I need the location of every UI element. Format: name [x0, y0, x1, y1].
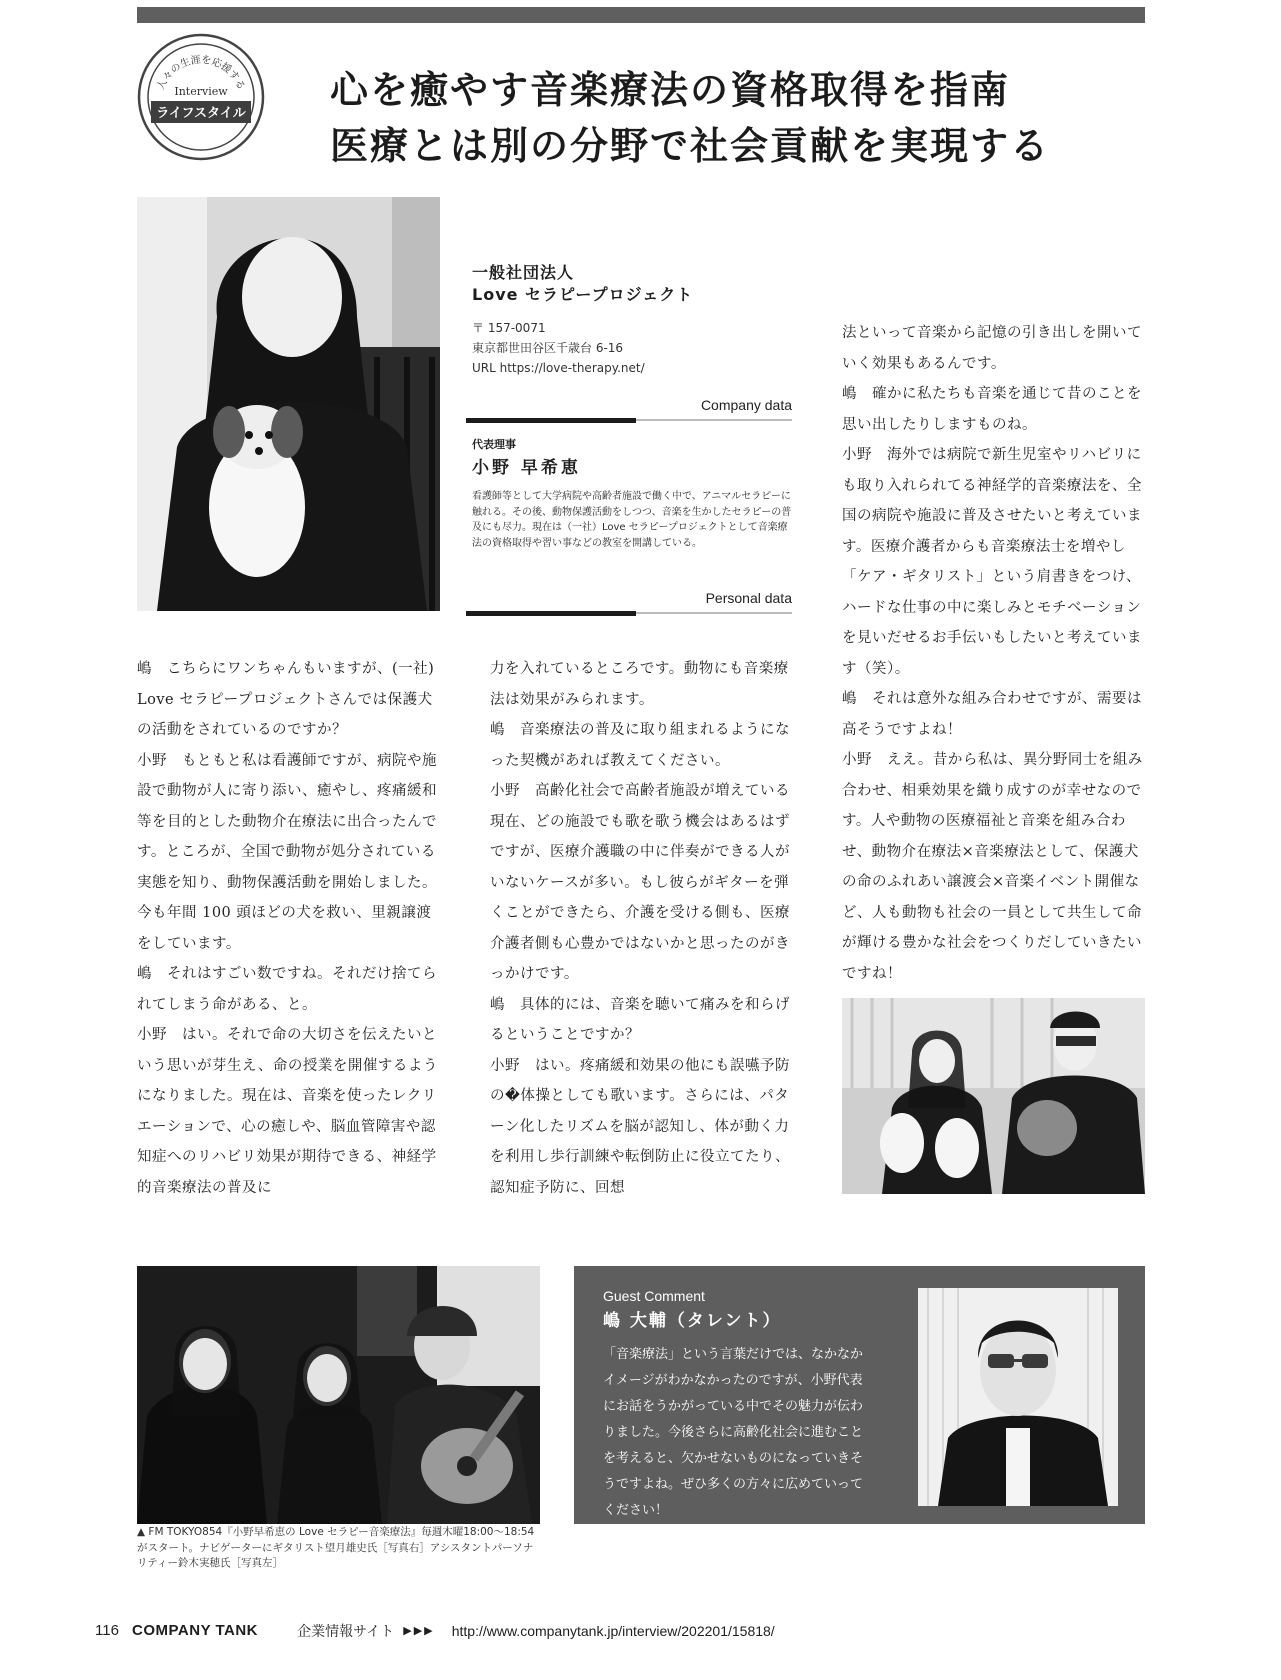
person-role: 代表理事 [472, 438, 516, 451]
company-address: 東京都世田谷区千歳台 6-16 [472, 341, 624, 355]
person-info [472, 437, 792, 551]
guest-comment-label: Guest Comment [603, 1288, 705, 1304]
top-rule [137, 7, 1145, 23]
paragraph: 嶋 確かに私たちも音楽を通じて昔のことを思い出したりしますものね。 [842, 386, 1142, 433]
paragraph: 嶋 具体的には、音楽を聴いて痛みを和らげるということですか？ [490, 996, 790, 1043]
paragraph: 嶋 音楽療法の普及に取り組まれるようになった契機があれば教えてください。 [490, 722, 790, 769]
badge-interview-text: Interview [174, 85, 228, 98]
badge-lifestyle-text: ライフスタイル [156, 106, 246, 121]
paragraph: 小野 ええ。昔から私は、異分野同士を組み合わせ、相乗効果を織り成すのが幸せなのです。人や動物の医療福祉と音楽を組み合わせ、動物介在療法×音楽療法として、保護犬の命のふれあい譲渡会×音楽イベント開催など、人も動物も社会の一員として共生して命が輝ける豊かな社会をつくりだしていきたいですね！ [842, 752, 1143, 982]
paragraph: 小野 はい。疼痛緩和効果の他にも誤嚥予防の�体操としても歌います。さらには、パターン化したリズムを脳が認知し、体が動く力を利用し歩行訓練や転倒防止に役立てたり、認知症予防に、回想 [490, 1057, 790, 1196]
company-name: Love セラピープロジェクト [472, 285, 694, 304]
person-name: 小野 早希恵 [472, 458, 581, 478]
paragraph: 嶋 こちらにワンちゃんもいますが、(一社) Love セラピープロジェクトさんでは保護犬の活動をされているのですか？ [137, 661, 435, 738]
person-bio: 看護師等として大学病院や高齢者施設で働く中で、アニマルセラピーに触れる。その後、動物保護活動をしつつ、音楽を生かしたセラピーの普及にも尽力。現在は（一社）Love セラピープロジェクトとして音楽療法の資格取得や習い事などの教室を開講している。 [472, 491, 792, 549]
company-data-label: Company data [700, 397, 792, 413]
guest-photo [918, 1288, 1118, 1506]
paragraph: 小野 海外では病院で新生児室やリハビリにも取り入れられてる神経学的音楽療法を、全国の病院や施設に普及させたいと考えています。医療介護者からも音楽療法士を増やし「ケア・ギタリスト」という肩書きをつけ、ハードな仕事の中に楽しみとモチベーションを見いだせるお手伝いもしたいと考えています（笑）。 [842, 447, 1142, 677]
paragraph: 嶋 それは意外な組み合わせですが、需要は高そうですよね！ [842, 691, 1142, 738]
article-column-1 [137, 654, 442, 1203]
article-column-3 [842, 318, 1147, 989]
interview-badge [137, 33, 265, 161]
article-column-2 [490, 654, 795, 1203]
personal-data-label: Personal data [705, 590, 792, 606]
page-footer [95, 1620, 775, 1642]
paragraph: 小野 高齢化社会で高齢者施設が増えている現在、どの施設でも歌を歌う機会はあるはずですが、医療介護職の中に伴奏ができる人がいないケースが多い。もし彼らがギターを弾くことができたら、介護を受ける側も、医療介護者側も心豊かではないかと思ったのがきっかけです。 [490, 783, 790, 982]
paragraph: 力を入れているところです。動物にも音楽療法は効果がみられます。 [490, 661, 789, 708]
guest-comment-box [574, 1266, 1145, 1524]
company-url: URL https://love-therapy.net/ [472, 361, 645, 375]
site-label: 企業情報サイト [297, 1623, 395, 1640]
paragraph: 小野 もともと私は看護師ですが、病院や施設で動物が人に寄り添い、癒やし、疼痛緩和等を目的とした動物介在療法に出合ったんです。ところが、全国で動物が処分されている実態を知り、動物保護活動を開始しました。今も年間 100 頭ほどの犬を救い、里親譲渡をしています。 [137, 752, 437, 952]
badge-arc-text: 人々の生涯を応援する [155, 54, 247, 92]
company-data-rule [466, 419, 792, 421]
paragraph: 小野 はい。それで命の大切さを伝えたいという思いが芽生え、命の授業を開催するようになりました。現在は、音楽を使ったレクリエーションで、心の癒しや、脳血管障害や認知症へのリハビリ効果が期待できる、神経学的音楽療法の普及に [137, 1027, 438, 1196]
brand-logo-text: COMPANY TANK [132, 1622, 259, 1639]
footer-url[interactable]: http://www.companytank.jp/interview/202201/15818/ [451, 1622, 775, 1639]
company-info [472, 262, 792, 378]
duo-with-dogs-photo [842, 998, 1145, 1194]
page-number: 116 [95, 1622, 119, 1639]
paragraph: 法といって音楽から記憶の引き出しを開いていく効果もあるんです。 [842, 325, 1142, 372]
headline-line-2: 医療とは別の分野で社会貢献を実現する [330, 123, 1051, 168]
headline-line-1: 心を癒やす音楽療法の資格取得を指南 [330, 67, 1011, 112]
radio-studio-photo [137, 1266, 540, 1524]
paragraph: 嶋 それはすごい数ですね。それだけ捨てられてしまう命がある、と。 [137, 966, 437, 1013]
company-org-type: 一般社団法人 [472, 263, 575, 282]
arrow-icons: ▶▶▶ [403, 1624, 435, 1637]
portrait-photo [137, 197, 440, 611]
company-zip: 〒 157-0071 [472, 321, 546, 335]
guest-name: 嶋 大輔（タレント） [603, 1311, 782, 1331]
headline [330, 62, 1150, 174]
guest-comment-text: 「音楽療法」という言葉だけでは、なかなかイメージがわかなかったのですが、小野代表にお話をうかがっている中でその魅力が伝わりました。今後さらに高齢化社会に進むことを考えると、欠かせないものになっていきそうですよね。ぜひ多くの方々に広めていってください！ [603, 1347, 864, 1518]
personal-data-rule [466, 612, 792, 614]
photo-caption: ▲ FM TOKYO854『小野早希恵の Love セラピー音楽療法』毎週木曜18:00～18:54 がスタート。ナビゲーターにギタリスト望月雄史氏［写真右］アシスタントパーソナリティー鈴木実穂氏［写真左］ [137, 1526, 535, 1569]
